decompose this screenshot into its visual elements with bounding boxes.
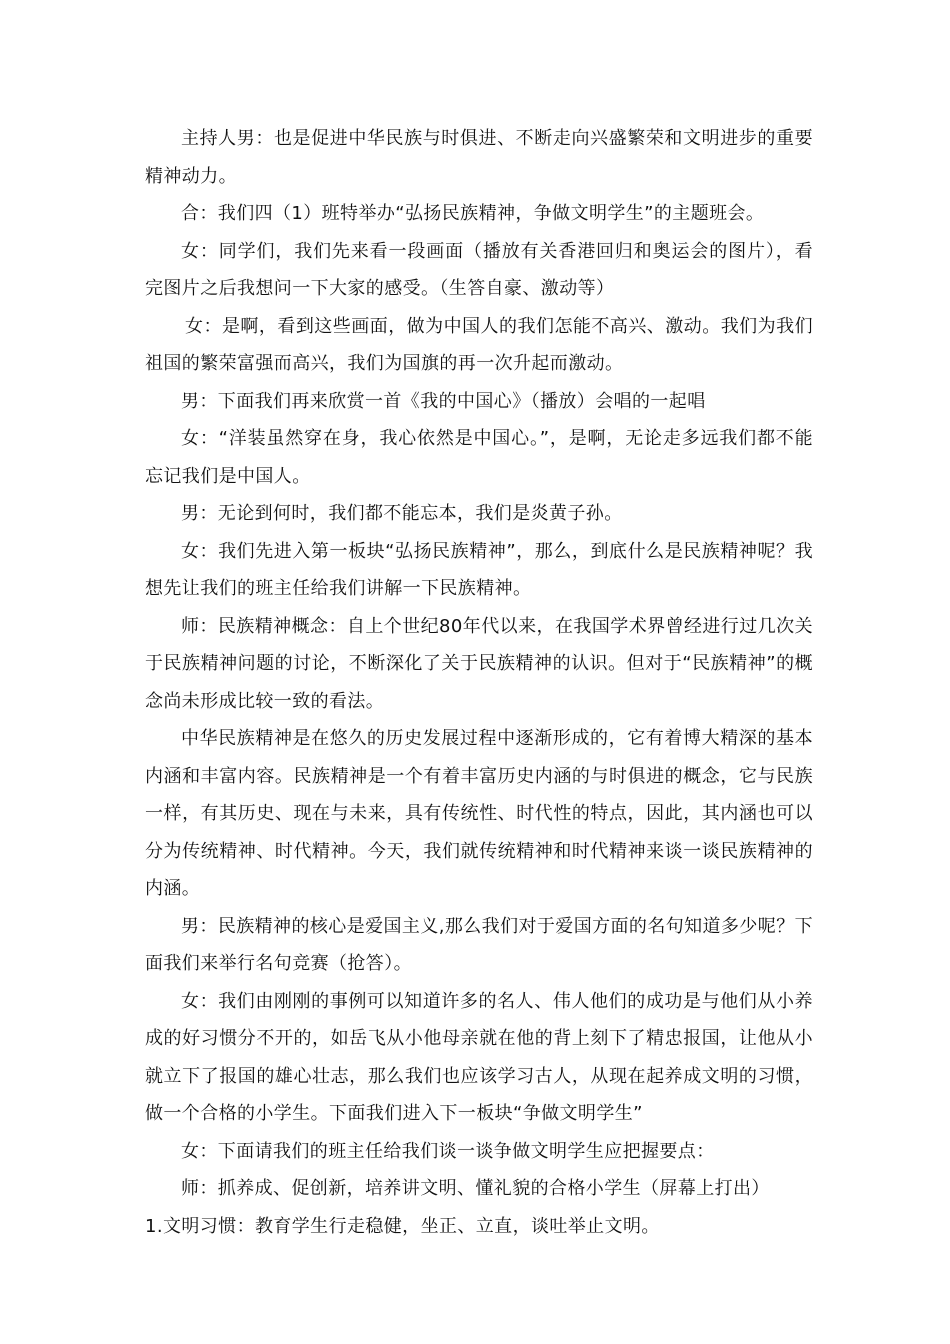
paragraph-male-patriotism: 男：民族精神的核心是爱国主义,那么我们对于爱国方面的名句知道多少呢？下面我们来举行名句竞赛（抢答）。: [145, 915, 813, 974]
paragraph-female-examples: 女：我们由刚刚的事例可以知道许多的名人、伟人他们的成功是与他们从小养成的好习惯分不开的，如岳飞从小他母亲就在他的背上刻下了精忠报国，让他从小就立下了报国的雄心壮志，那么我们也应该学习古人，从现在起养成文明的习惯，做一个合格的小学生。下面我们进入下一板块“争做文明学生”: [145, 990, 813, 1124]
paragraph-female-lyrics: 女：“洋装虽然穿在身，我心依然是中国心。”，是啊，无论走多远我们都不能忘记我们是中国人。: [145, 428, 813, 487]
paragraph-female-section-one: 女：我们先进入第一板块“弘扬民族精神”，那么，到底什么是民族精神呢？我想先让我们的班主任给我们讲解一下民族精神。: [145, 540, 813, 599]
paragraph-teacher-guidance: 师：抓养成、促创新，培养讲文明、懂礼貌的合格小学生（屏幕上打出）: [181, 1178, 770, 1199]
paragraph-male-song: 男：下面我们再来欣赏一首《我的中国心》（播放）会唱的一起唱: [181, 390, 706, 412]
paragraph-female-teacher-request: 女：下面请我们的班主任给我们谈一谈争做文明学生应把握要点：: [181, 1140, 715, 1162]
paragraph-chorus: 合：我们四（1）班特举办“弘扬民族精神，争做文明学生”的主题班会。: [181, 203, 765, 224]
paragraph-female-response: 女：是啊，看到这些画面，做为中国人的我们怎能不高兴、激动。我们为我们祖国的繁荣富强而高兴，我们为国旗的再一次升起而激动。: [145, 315, 813, 374]
document-body: [145, 120, 813, 1245]
paragraph-national-spirit: 中华民族精神是在悠久的历史发展过程中逐渐形成的，它有着博大精深的基本内涵和丰富内容。民族精神是一个有着丰富历史内涵的与时俱进的概念，它与民族一样，有其历史、现在与未来，具有传统性、时代性的特点，因此，其内涵也可以分为传统精神、时代精神。今天，我们就传统精神和时代精神来谈一谈民族精神的内涵。: [145, 728, 813, 899]
paragraph-teacher-concept: 师：民族精神概念：自上个世纪80年代以来，在我国学术界曾经进行过几次关于民族精神问题的讨论，不断深化了关于民族精神的认识。但对于“民族精神”的概念尚未形成比较一致的看法。: [145, 615, 813, 712]
paragraph-civilized-habits: 1.文明习惯：教育学生行走稳健，坐正、立直，谈吐举止文明。: [145, 1215, 660, 1237]
paragraph-female-pictures: 女：同学们，我们先来看一段画面（播放有关香港回归和奥运会的图片），看完图片之后我想问一下大家的感受。（生答自豪、激动等）: [145, 240, 813, 299]
paragraph-male-ancestry: 男：无论到何时，我们都不能忘本，我们是炎黄子孙。: [181, 503, 623, 524]
paragraph-host-male: 主持人男：也是促进中华民族与时俱进、不断走向兴盛繁荣和文明进步的重要精神动力。: [145, 128, 813, 187]
